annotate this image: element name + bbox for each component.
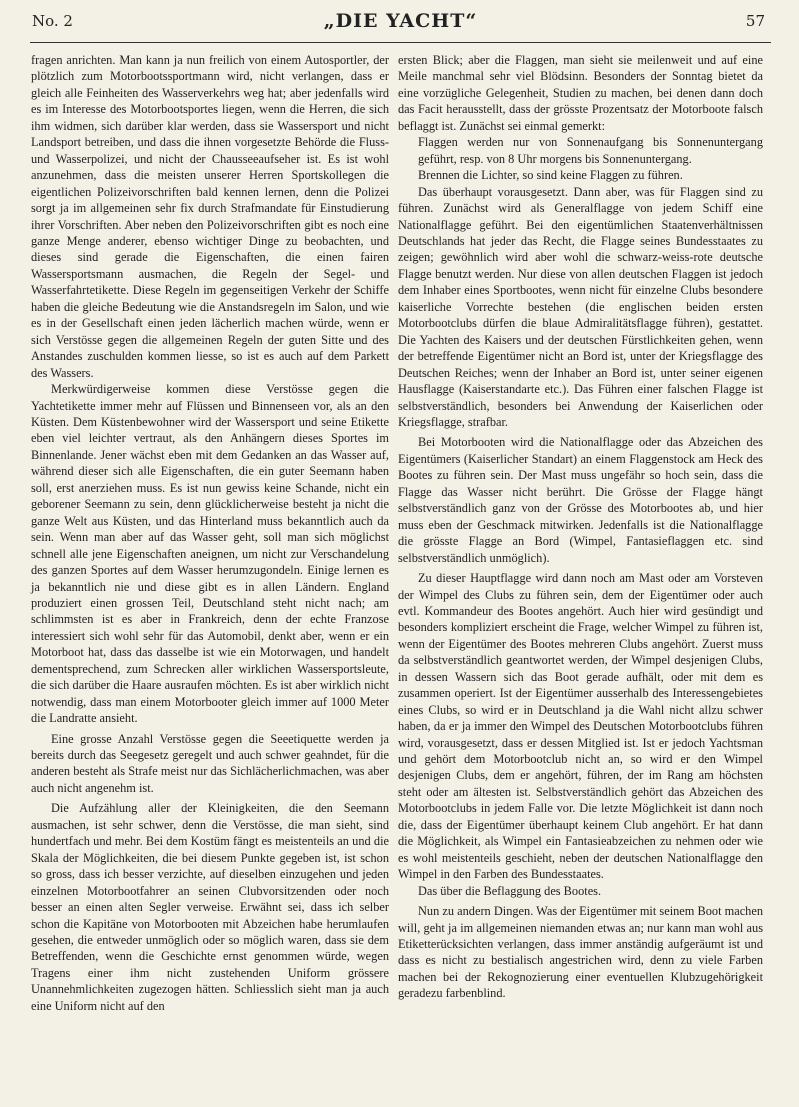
paragraph: Eine grosse Anzahl Verstösse gegen die Seeetiquette werden ja bereits durch das Seegesetz geregelt und auch schwer geahndet, für die anderen besteht als Strafe meist nur das Sichlächerlichmachen, was aber auch nicht angenehm ist. <box>31 731 389 795</box>
paragraph: Das über die Beflaggung des Bootes. <box>418 883 602 898</box>
paragraph: Nun zu andern Dingen. Was der Eigentümer mit seinem Boot machen will, geht ja im allgemeinen niemanden etwas an; nur kann man wohl aus Etiketterücksichten verlangen, dass immer anständig aufgeräumt ist und dass es nicht zu bestialisch angestrichen wird, denn zu viele Farben machen bei der Rekognozierung einer eventuellen Klubzugehörigkeit geradezu farbenblind. <box>398 904 763 1001</box>
rule-quote: Flaggen werden nur von Sonnenaufgang bis Sonnenuntergang geführt, resp. von 8 Uhr morgens bis Sonnenuntergang. <box>418 135 763 166</box>
page-header <box>30 8 771 43</box>
paragraph: Bei Motorbooten wird die Nationalflagge oder das Abzeichen des Eigentümers (Kaiserlicher Standart) an einem Flaggenstock am Heck des Bootes zu führen sein. Der Mast muss ungefähr so hoch sein, dass die Flagge das Wasser nicht berührt. Die Grösse der Flagge hängt selbstverständlich ganz von der Grösse des Motorbootes ab, und hier muss eben der Geschmack mitwirken. Jedenfalls ist die Nationalflagge die grösste Flagge an Bord (Wimpel, Fantasieflaggen etc. sind selbstverständlich unmöglich). <box>398 435 763 565</box>
paragraph: Zu dieser Hauptflagge wird dann noch am Mast oder am Vorsteven der Wimpel des Clubs zu führen sein, dem der Eigentümer oder auch evtl. Kommandeur des Bootes angehört. Auch hier wird gesündigt und besonders kompliziert erscheint die Frage, welcher Wimpel zu führen ist, wenn der Eigentümer des Bootes mehreren Clubs angehört. Zuerst muss da selbstverständlich geantwortet werden, der Wimpel desjenigen Clubs, in dessen Wassern sich das Boot gerade aufhält, oder mit dem es zusammen operiert. Ist der Eigentümer ausserhalb des Interessengebietes eines Clubs, so wird er in Deutschland ja die Wahl nicht allzu schwer haben, da er ja immer den Wimpel des Deutschen Motorbootclubs führen wird, vorausgesetzt, dass er dessen Mitglied ist. Ist er jedoch Yachtsman und gehört dem Motorbootclub nicht an, so wird er den Wimpel desjenigen Clubs, dem er angehört, führen, der im Rang am höchsten steht oder am ältesten ist. Selbstverständlich gehört das Abzeichen des Motorbootclubs in jedem Falle vor. Die letzte Möglichkeit ist dann noch die, dass der Eigentümer überhaupt keinem Club angehört. Er hat dann die Möglichkeit, als Wimpel ein Fantasieabzeichen zu nehmen oder wie es wohl meistenteils geschieht, neben der deutschen Nationalflagge den Wimpel in den Farben des Bundesstaates. <box>398 571 763 882</box>
right-column <box>398 52 763 1002</box>
paragraph: ersten Blick; aber die Flaggen, man sieht sie meilenweit und auf eine Meile manchmal sehr viel Blödsinn. Besonders der Sonntag bietet da eine vorzügliche Gelegenheit, Studien zu machen, bei denen dann doch das Facit herausstellt, dass der grösste Prozentsatz der Motorboote falsch beflaggt ist. Zunächst sei einmal gemerkt: <box>398 53 763 133</box>
paragraph: Das überhaupt vorausgesetzt. Dann aber, was für Flaggen sind zu führen. Zunächst wird als Generalflagge von jedem Schiff eine Nationalflagge geführt. Bei den eigentümlichen Staatenverhältnissen Deutschlands hat jeder das Recht, die Flagge seines Bundesstaates zu zeigen; gewöhnlich wird aber wohl die schwarz-weiss-rote deutsche Flagge benutzt werden. Nur diese von allen deutschen Flaggen ist jedoch dem Inhaber eines Sportbootes, wenn nicht für einzelne Clubs besondere kaiserliche Vorrechte bestehen (die englischen beiden ersten Motorbootclubs dürfen die blaue Admiralitätsflagge führen), gestattet. Die Yachten des Kaisers und der deutschen Fürstlichkeiten gehen, wenn der betreffende Eigentümer nicht an Bord ist, unter der Kriegsflagge des Deutschen Reiches; wenn der Inhaber an Bord ist, unter seiner eigenen Hausflagge (Kaiserstandarte etc.). Das Führen einer falschen Flagge ist selbstverständlich, besonders bei Anwendung der Kaiserlichen oder Kriegsflagge, strafbar. <box>398 184 763 429</box>
paragraph: Merkwürdigerweise kommen diese Verstösse gegen die Yachtetikette immer mehr auf Flüssen und Binnenseen vor, als an den Küsten. Dem Küstenbewohner wird der Wassersport und seine Etikette eben viel leichter vertraut, als den Anhängern dieses Sportes im Binnenlande. Jener wächst eben mit dem Gedanken an das Wasser auf, während dieser sich alle Eigenschaften, die ein guter Seemann haben soll, erst anerziehen muss. Es ist nun gewiss keine Schande, nicht ein geborener Seemann zu sein, denn glücklicherweise besteht ja nicht die ganze Welt aus Küsten, und das Hinterland muss bekanntlich auch da sein. Wenn man aber auf das Wasser geht, soll man sich möglichst schnell alle jene Eigenschaften aneignen, um nicht zur Verschandelung des ganzen Sportes auf dem Wasser herumzugondeln. Einige lernen es ja bekanntlich nie und diese gibt es in allen Ländern. England produziert einen grossen Teil, Deutschland steht nicht nach; am schlimmsten ist es aber in Frankreich, denn der echte Franzose interessiert sich wohl sehr für das Automobil, denkt aber, wenn er ein Motorboot hat, dass das dasselbe ist wie ein Motorwagen, und handelt dementsprechend, zum Schrecken aller wirklichen Wassersportsleute, die sich darüber die Haare ausraufen möchten. Es ist aber wirklich nicht notwendig, dass man einem Motorbooter gleich immer auf 1000 Meter die Landratte ansieht. <box>31 382 389 726</box>
journal-title: „DIE YACHT“ <box>323 10 478 32</box>
issue-number: No. 2 <box>32 12 73 30</box>
left-column <box>31 52 389 1014</box>
rule-quote: Brennen die Lichter, so sind keine Flaggen zu führen. <box>418 168 683 183</box>
paragraph: fragen anrichten. Man kann ja nun freilich von einem Autosportler, der plötzlich zum Motorbootssportmann wird, nicht verlangen, dass er gleich alle Feinheiten des Wasserverkehrs weg hat; aber jedenfalls wird es im Interesse des Motorbootsportes liegen, wenn die Herren, die sich ihm widmen, sich darüber klar werden, dass sie Wassersport und nicht Landsport betreiben, und dass die ihnen vorgesetzte Behörde die Fluss- und Wasserpolizei, und nicht der Chausseeaufseher ist. Es ist wohl anzunehmen, dass die meisten unserer Herren Sportskollegen die eigentlichen Polizeivorschriften bald kennen lernen, denn die Polizei sorgt ja im allgemeinen sehr fix durch Strafmandate für Einstudierung ihrer Vorschriften. Aber neben den Polizeivorschriften gibt es noch eine ganze Menge anderer, ebenso wichtiger Dinge zu beobachten, und dieses sind gerade die Eigenschaften, die einen fairen Wassersportsmann ausmachen, die Regeln der Segel- und Wasserfahrtetikette. Diese Regeln im gegenseitigen Verkehr der Schiffe haben die gleiche Bedeutung wie die Anstandsregeln im Salon, und wie es in der Gesellschaft einen jeden lächerlich machen würde, wenn er sich Verstösse gegen die allgemeinen Regeln der guten Sitte und des Anstandes zuschulden kommen liesse, so ist es auch auf dem Parkett des Wassers. <box>31 53 389 380</box>
paragraph: Die Aufzählung aller der Kleinigkeiten, die den Seemann ausmachen, ist sehr schwer, denn die Verstösse, die man sieht, sind hundertfach und mehr. Bei dem Kostüm fängt es meistenteils an und die Skala der Möglichkeiten, die bei diesem Punkte gegeben ist, ist schon so gross, dass ich besser verzichte, auf dieselben einzugehen und jeden einzelnen Motorbootfahrer an seinen Clubvorsitzenden oder noch besser an einen alten Segler verweise. Erwähnt sei, dass ich selber schon die Kapitäne von Motorbooten mit Abzeichen habe herumlaufen gesehen, die entweder unmöglich oder so möglich waren, dass sie dem Betreffenden, wenn die Geschichte ernst genommen würde, wegen Tragens einer ihm nicht zustehenden Uniform grössere Unannehmlichkeiten zugezogen hätten. Schliesslich sieht man ja auch eine Uniform nicht auf den <box>31 801 389 1013</box>
page-number: 57 <box>745 12 765 30</box>
